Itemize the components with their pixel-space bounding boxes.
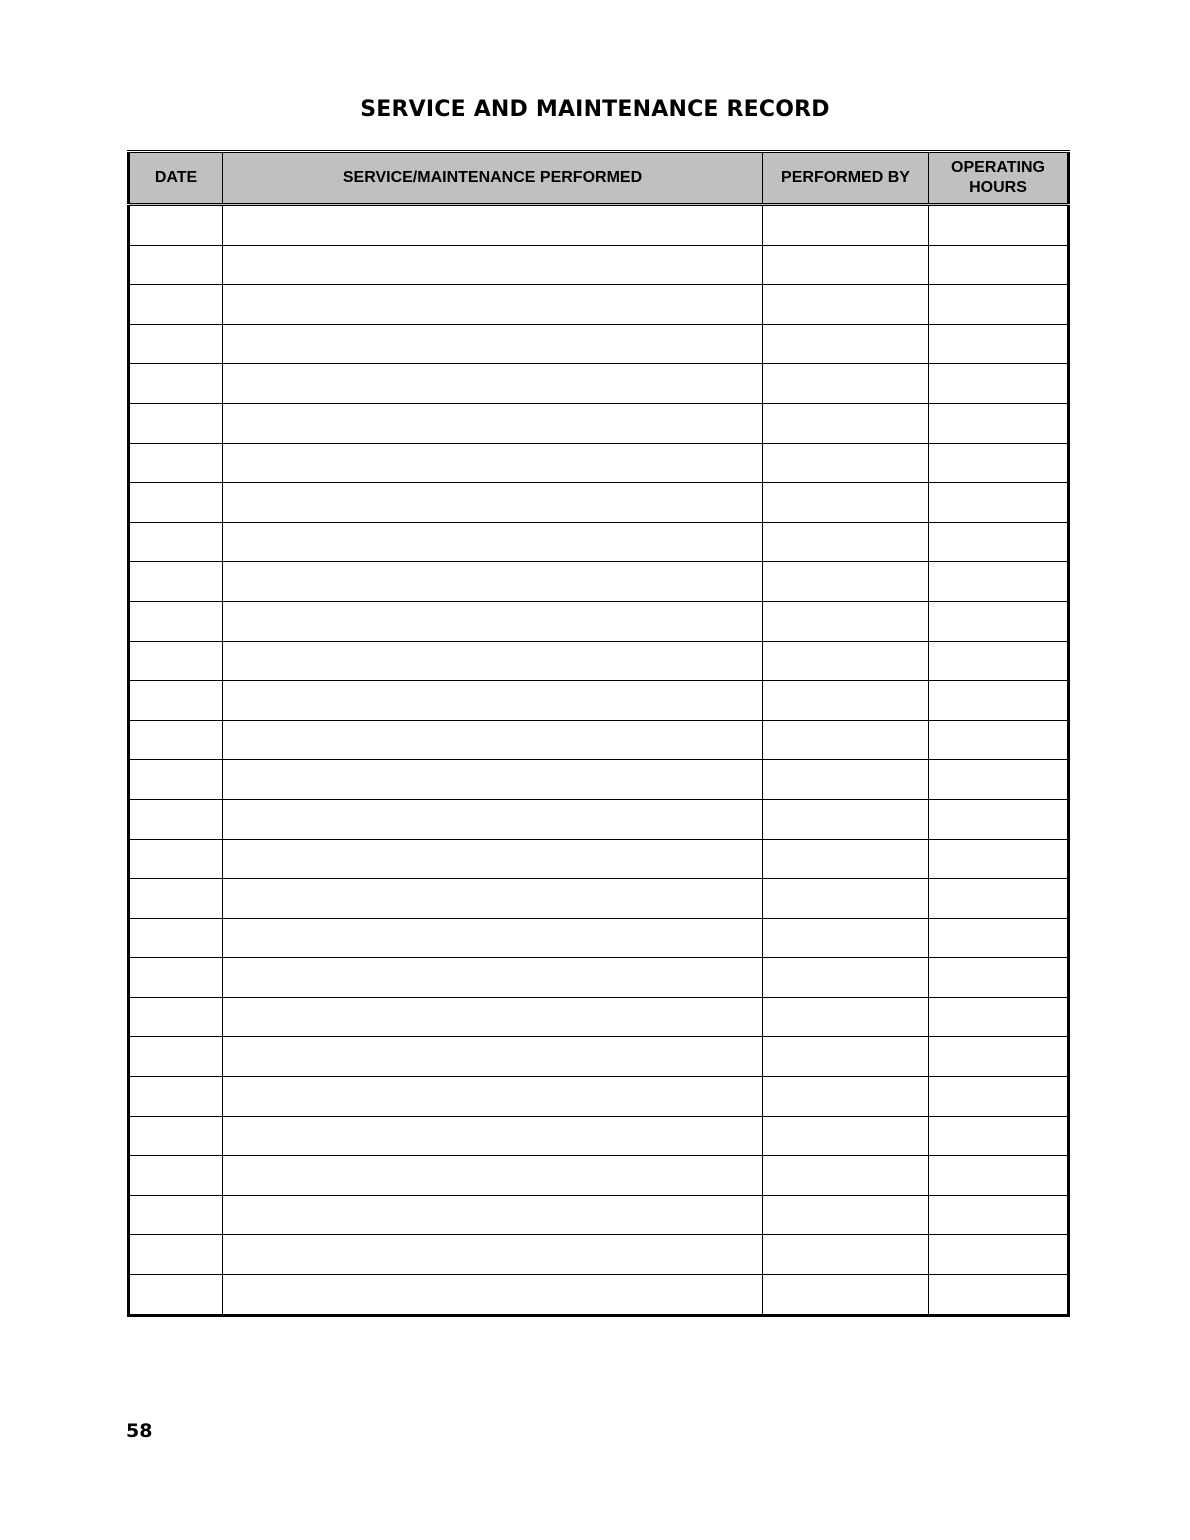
service-performed-cell[interactable] (223, 324, 763, 364)
performed-by-cell[interactable] (763, 1037, 929, 1077)
table-row (129, 1077, 1069, 1117)
date-cell[interactable] (129, 958, 223, 998)
operating-hours-cell[interactable] (929, 285, 1069, 325)
date-cell[interactable] (129, 205, 223, 246)
service-performed-cell[interactable] (223, 1116, 763, 1156)
date-cell[interactable] (129, 1037, 223, 1077)
service-performed-cell[interactable] (223, 1037, 763, 1077)
service-performed-cell[interactable] (223, 997, 763, 1037)
date-cell[interactable] (129, 1077, 223, 1117)
performed-by-cell[interactable] (763, 1275, 929, 1316)
operating-hours-cell[interactable] (929, 403, 1069, 443)
table-row (129, 720, 1069, 760)
performed-by-cell[interactable] (763, 601, 929, 641)
date-cell[interactable] (129, 839, 223, 879)
service-performed-cell[interactable] (223, 799, 763, 839)
service-performed-cell[interactable] (223, 918, 763, 958)
table-header-row (129, 152, 1069, 205)
performed-by-cell[interactable] (763, 1077, 929, 1117)
operating-hours-cell[interactable] (929, 760, 1069, 800)
page-title: SERVICE AND MAINTENANCE RECORD (360, 97, 830, 122)
operating-hours-cell[interactable] (929, 997, 1069, 1037)
table-body (129, 205, 1069, 1316)
performed-by-cell[interactable] (763, 403, 929, 443)
operating-hours-cell[interactable] (929, 245, 1069, 285)
table-row (129, 403, 1069, 443)
table-row (129, 997, 1069, 1037)
table-row (129, 601, 1069, 641)
date-cell[interactable] (129, 364, 223, 404)
service-performed-cell[interactable] (223, 681, 763, 721)
operating-hours-cell[interactable] (929, 1037, 1069, 1077)
operating-hours-cell[interactable] (929, 641, 1069, 681)
date-cell[interactable] (129, 918, 223, 958)
operating-hours-cell[interactable] (929, 483, 1069, 523)
service-performed-cell[interactable] (223, 1156, 763, 1196)
service-performed-cell[interactable] (223, 364, 763, 404)
performed-by-cell[interactable] (763, 1116, 929, 1156)
date-cell[interactable] (129, 403, 223, 443)
column-header-service-performed: SERVICE/MAINTENANCE PERFORMED (223, 152, 763, 205)
performed-by-cell[interactable] (763, 522, 929, 562)
operating-hours-cell[interactable] (929, 1116, 1069, 1156)
performed-by-cell[interactable] (763, 918, 929, 958)
table-row (129, 245, 1069, 285)
table-row (129, 1156, 1069, 1196)
date-cell[interactable] (129, 1235, 223, 1275)
date-cell[interactable] (129, 483, 223, 523)
performed-by-cell[interactable] (763, 1156, 929, 1196)
service-performed-cell[interactable] (223, 879, 763, 919)
performed-by-cell[interactable] (763, 205, 929, 246)
service-record-table (127, 150, 1070, 1317)
performed-by-cell[interactable] (763, 760, 929, 800)
date-cell[interactable] (129, 601, 223, 641)
table-row (129, 879, 1069, 919)
service-performed-cell[interactable] (223, 562, 763, 602)
service-performed-cell[interactable] (223, 720, 763, 760)
date-cell[interactable] (129, 760, 223, 800)
service-performed-cell[interactable] (223, 205, 763, 246)
operating-hours-cell[interactable] (929, 918, 1069, 958)
table-row (129, 918, 1069, 958)
operating-hours-cell[interactable] (929, 324, 1069, 364)
table-row (129, 1195, 1069, 1235)
operating-hours-cell[interactable] (929, 1275, 1069, 1316)
operating-hours-cell[interactable] (929, 879, 1069, 919)
operating-hours-cell[interactable] (929, 681, 1069, 721)
performed-by-cell[interactable] (763, 681, 929, 721)
performed-by-cell[interactable] (763, 839, 929, 879)
column-header-performed-by: PERFORMED BY (763, 152, 929, 205)
operating-hours-cell[interactable] (929, 522, 1069, 562)
service-performed-cell[interactable] (223, 285, 763, 325)
column-header-operating-hours: OPERATING HOURS (929, 152, 1069, 205)
service-performed-cell[interactable] (223, 839, 763, 879)
service-performed-cell[interactable] (223, 1275, 763, 1316)
performed-by-cell[interactable] (763, 483, 929, 523)
table-row (129, 839, 1069, 879)
operating-hours-cell[interactable] (929, 364, 1069, 404)
service-performed-cell[interactable] (223, 403, 763, 443)
operating-hours-cell[interactable] (929, 601, 1069, 641)
performed-by-cell[interactable] (763, 641, 929, 681)
table-row (129, 1235, 1069, 1275)
service-performed-cell[interactable] (223, 443, 763, 483)
date-cell[interactable] (129, 641, 223, 681)
service-performed-cell[interactable] (223, 1077, 763, 1117)
table-row (129, 205, 1069, 246)
performed-by-cell[interactable] (763, 245, 929, 285)
operating-hours-cell[interactable] (929, 958, 1069, 998)
table-row (129, 522, 1069, 562)
table-row (129, 483, 1069, 523)
date-cell[interactable] (129, 522, 223, 562)
performed-by-cell[interactable] (763, 443, 929, 483)
date-cell[interactable] (129, 1156, 223, 1196)
operating-hours-cell[interactable] (929, 1235, 1069, 1275)
table-row (129, 1116, 1069, 1156)
table-row (129, 1037, 1069, 1077)
date-cell[interactable] (129, 285, 223, 325)
performed-by-cell[interactable] (763, 562, 929, 602)
operating-hours-cell[interactable] (929, 1156, 1069, 1196)
date-cell[interactable] (129, 562, 223, 602)
performed-by-cell[interactable] (763, 997, 929, 1037)
table-row (129, 760, 1069, 800)
date-cell[interactable] (129, 799, 223, 839)
date-cell[interactable] (129, 720, 223, 760)
table-row (129, 285, 1069, 325)
date-cell[interactable] (129, 1116, 223, 1156)
table-row (129, 799, 1069, 839)
table-row (129, 443, 1069, 483)
service-performed-cell[interactable] (223, 641, 763, 681)
service-performed-cell[interactable] (223, 958, 763, 998)
page-number: 58 (126, 1420, 153, 1442)
performed-by-cell[interactable] (763, 720, 929, 760)
performed-by-cell[interactable] (763, 879, 929, 919)
date-cell[interactable] (129, 997, 223, 1037)
date-cell[interactable] (129, 443, 223, 483)
table-row (129, 364, 1069, 404)
performed-by-cell[interactable] (763, 324, 929, 364)
table-row (129, 641, 1069, 681)
operating-hours-cell[interactable] (929, 443, 1069, 483)
service-performed-cell[interactable] (223, 483, 763, 523)
column-header-date: DATE (129, 152, 223, 205)
date-cell[interactable] (129, 879, 223, 919)
operating-hours-cell[interactable] (929, 799, 1069, 839)
service-performed-cell[interactable] (223, 522, 763, 562)
operating-hours-cell[interactable] (929, 1077, 1069, 1117)
table-row (129, 681, 1069, 721)
performed-by-cell[interactable] (763, 1235, 929, 1275)
performed-by-cell[interactable] (763, 1195, 929, 1235)
performed-by-cell[interactable] (763, 364, 929, 404)
table-row (129, 562, 1069, 602)
service-performed-cell[interactable] (223, 760, 763, 800)
operating-hours-cell[interactable] (929, 205, 1069, 246)
table-row (129, 958, 1069, 998)
date-cell[interactable] (129, 1275, 223, 1316)
service-performed-cell[interactable] (223, 1235, 763, 1275)
performed-by-cell[interactable] (763, 799, 929, 839)
service-performed-cell[interactable] (223, 1195, 763, 1235)
service-performed-cell[interactable] (223, 601, 763, 641)
date-cell[interactable] (129, 681, 223, 721)
performed-by-cell[interactable] (763, 285, 929, 325)
date-cell[interactable] (129, 1195, 223, 1235)
operating-hours-cell[interactable] (929, 562, 1069, 602)
operating-hours-cell[interactable] (929, 720, 1069, 760)
performed-by-cell[interactable] (763, 958, 929, 998)
operating-hours-cell[interactable] (929, 839, 1069, 879)
date-cell[interactable] (129, 245, 223, 285)
date-cell[interactable] (129, 324, 223, 364)
operating-hours-cell[interactable] (929, 1195, 1069, 1235)
table-row (129, 1275, 1069, 1316)
service-performed-cell[interactable] (223, 245, 763, 285)
table-row (129, 324, 1069, 364)
